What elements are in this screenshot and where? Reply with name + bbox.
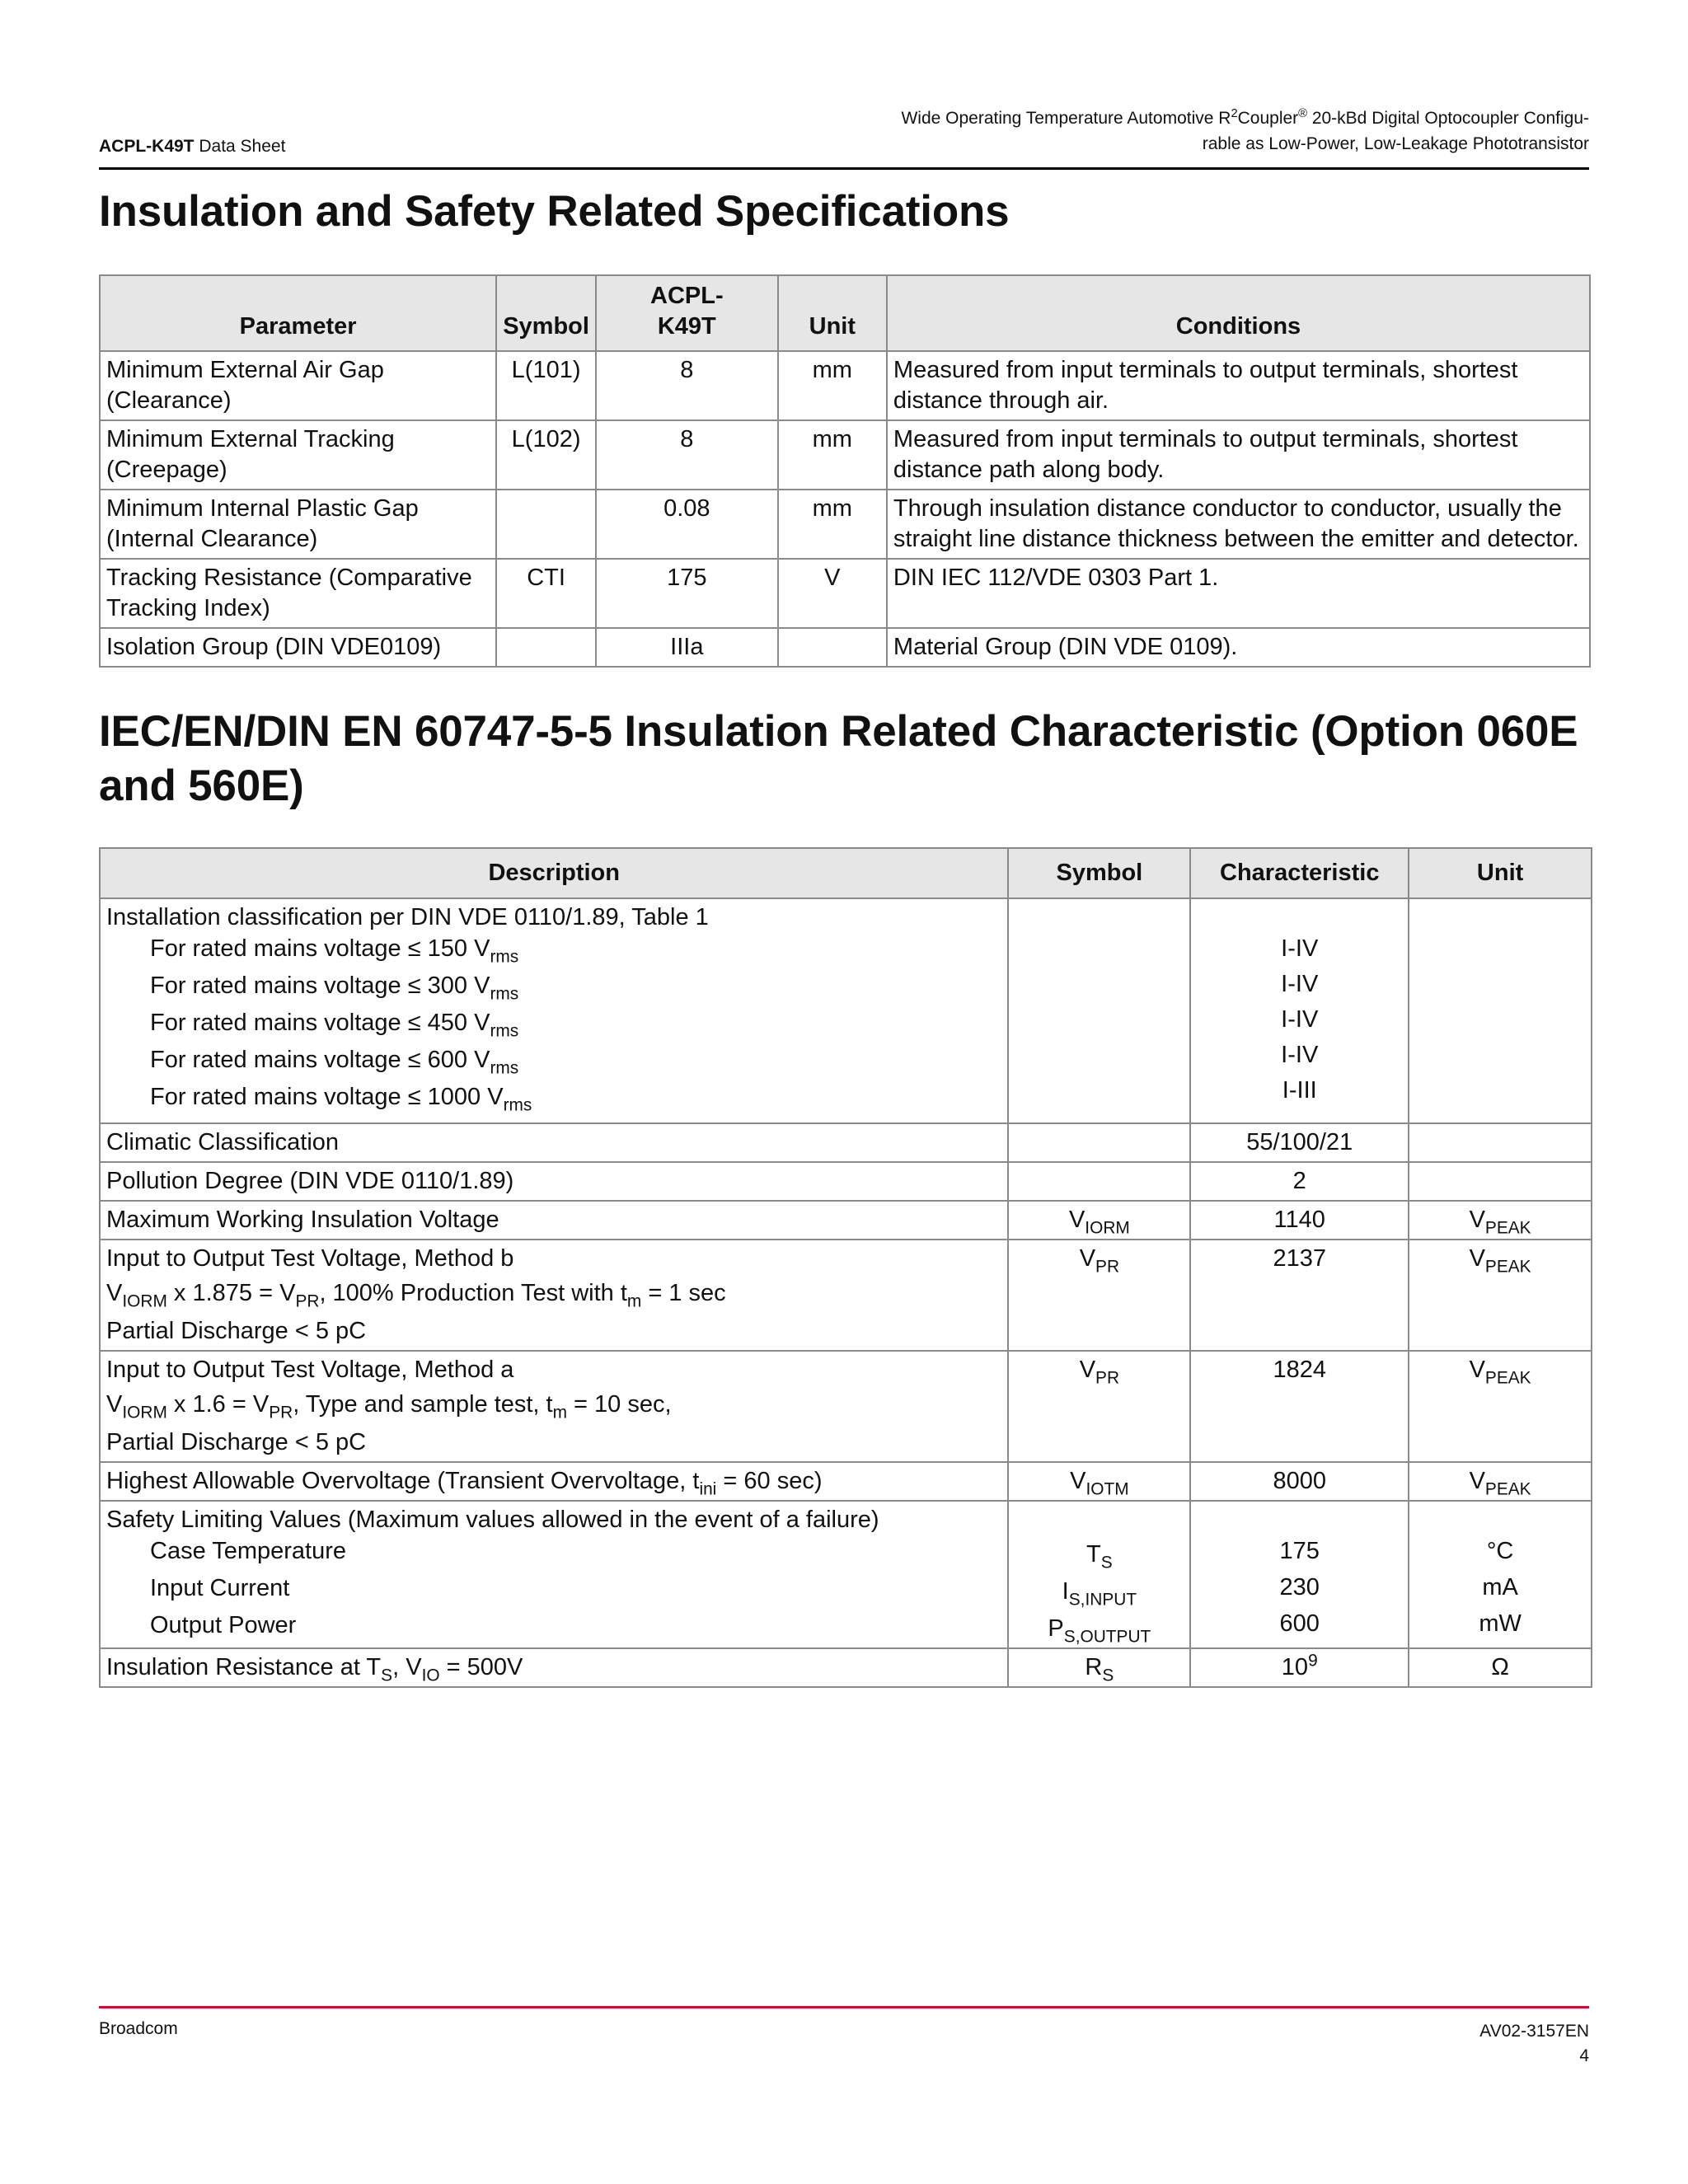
method-b-line2: $V_{IORM}$ x $1.875 = V_{PR}$, 100% Production Test with $t_m = 1$ sec (106, 1280, 726, 1311)
cell-parameter: Isolation Group (DIN VDE0109) (100, 628, 496, 667)
col-header-characteristic: Characteristic (1190, 848, 1409, 898)
installation-row: For rated mains voltage ≤ 600 $V_{rms}$ (150, 1047, 519, 1078)
iec-insulation-table (99, 847, 1592, 1688)
col-header-unit: Unit (1409, 848, 1592, 898)
cell-conditions: Measured from input terminals to output terminals, shortest distance through air. (887, 351, 1590, 420)
cell-value: 175 (596, 559, 778, 628)
table-header-row (100, 848, 1592, 898)
page-header (99, 105, 1589, 168)
cell-characteristic (1190, 898, 1409, 1123)
section1-title: Insulation and Safety Related Specifications (99, 187, 1010, 236)
cell-unit: mm (778, 351, 887, 420)
cell-parameter: Minimum External Air Gap (Clearance) (100, 351, 496, 420)
installation-row: For rated mains voltage ≤ 300 $V_{rms}$ (150, 972, 519, 1004)
cell-unit (1409, 1162, 1592, 1201)
method-a-line3: Partial Discharge < 5 pC (106, 1429, 367, 1455)
installation-row: For rated mains voltage ≤ 1000 $V_{rms}$ (150, 1084, 532, 1115)
cell-symbol (1008, 1123, 1190, 1162)
table-row-resistance (100, 1648, 1592, 1687)
table-row-viorm (100, 1201, 1592, 1240)
table-row-climatic (100, 1123, 1592, 1162)
cell-characteristic: $10^9$ (1190, 1648, 1409, 1687)
installation-value: I-IV (1281, 1006, 1319, 1033)
safety-value: 230 (1279, 1574, 1320, 1601)
installation-row: For rated mains voltage ≤ 150 $V_{rms}$ (150, 935, 519, 967)
footer-doc-number: AV02-3157EN (1479, 2022, 1589, 2041)
cell-unit: Ω (1409, 1648, 1592, 1687)
cell-symbol: CTI (496, 559, 596, 628)
cell-description (100, 1501, 1008, 1648)
header-title (901, 105, 1589, 157)
footer-divider (99, 2006, 1589, 2008)
insulation-safety-table (99, 274, 1591, 668)
cell-conditions: Through insulation distance conductor to conductor, usually the straight line distance thickness between the emitter and detector. (887, 490, 1590, 559)
cell-value: 8 (596, 351, 778, 420)
col-header-unit: Unit (778, 275, 887, 351)
table-row (100, 559, 1590, 628)
col-header-symbol: Symbol (496, 275, 596, 351)
safety-unit: mA (1482, 1574, 1518, 1601)
table-row (100, 628, 1590, 667)
footer-page-number: 4 (1579, 2046, 1589, 2065)
cell-unit: mm (778, 490, 887, 559)
cell-unit: mm (778, 420, 887, 490)
cell-unit (778, 628, 887, 667)
cell-unit: $V_{PEAK}$ (1409, 1240, 1592, 1351)
table-row-method-b (100, 1240, 1592, 1351)
cell-symbol (1008, 898, 1190, 1123)
safety-value: 175 (1279, 1538, 1320, 1564)
installation-value: I-IV (1281, 1042, 1319, 1068)
safety-unit: °C (1486, 1538, 1514, 1564)
col-header-conditions: Conditions (887, 275, 1590, 351)
col-header-description: Description (100, 848, 1008, 898)
header-title-line2: rable as Low-Power, Low-Leakage Phototransistor (1202, 134, 1589, 153)
header-title-line1: Wide Operating Temperature Automotive $R^2Coupler®$ 20-kBd Digital Optocoupler Configu- (901, 106, 1589, 128)
footer-docinfo (1479, 2019, 1589, 2069)
col-header-part: ACPL-K49T (596, 275, 778, 351)
cell-unit: V (778, 559, 887, 628)
cell-value: 0.08 (596, 490, 778, 559)
table-header-row (100, 275, 1590, 351)
cell-characteristic: 2137 (1190, 1240, 1409, 1351)
col-header-symbol: Symbol (1008, 848, 1190, 898)
table-row-safety (100, 1501, 1592, 1648)
installation-value: I-IV (1281, 971, 1319, 997)
cell-conditions: Measured from input terminals to output terminals, shortest distance path along body. (887, 420, 1590, 490)
safety-row-label: Case Temperature (150, 1538, 347, 1564)
safety-symbol: $P_{S,OUTPUT}$ (1048, 1615, 1151, 1647)
table-row (100, 351, 1590, 420)
cell-symbol (1008, 1501, 1190, 1648)
footer-company: Broadcom (99, 2019, 178, 2038)
table-row-method-a (100, 1351, 1592, 1462)
cell-symbol (1008, 1162, 1190, 1201)
cell-parameter: Minimum External Tracking (Creepage) (100, 420, 496, 490)
cell-unit: $V_{PEAK}$ (1409, 1201, 1592, 1240)
cell-characteristic: 8000 (1190, 1462, 1409, 1501)
cell-characteristic (1190, 1501, 1409, 1648)
safety-unit: mW (1479, 1610, 1522, 1637)
table-row (100, 420, 1590, 490)
method-a-line1: Input to Output Test Voltage, Method a (106, 1357, 514, 1383)
cell-symbol: $V_{IOTM}$ (1008, 1462, 1190, 1501)
cell-symbol: $V_{IORM}$ (1008, 1201, 1190, 1240)
safety-value: 600 (1279, 1610, 1320, 1637)
safety-row-label: Input Current (150, 1575, 290, 1601)
cell-description: Maximum Working Insulation Voltage (100, 1201, 1008, 1240)
cell-description: Climatic Classification (100, 1123, 1008, 1162)
cell-unit (1409, 898, 1592, 1123)
cell-conditions: Material Group (DIN VDE 0109). (887, 628, 1590, 667)
cell-description: Highest Allowable Overvoltage (Transient Overvoltage, $t_{ini} = 60$ sec) (100, 1462, 1008, 1501)
table-row (100, 490, 1590, 559)
cell-characteristic: 55/100/21 (1190, 1123, 1409, 1162)
cell-characteristic: 1824 (1190, 1351, 1409, 1462)
method-b-line1: Input to Output Test Voltage, Method b (106, 1245, 514, 1272)
cell-characteristic: 1140 (1190, 1201, 1409, 1240)
safety-symbol: $I_{S,INPUT}$ (1062, 1578, 1137, 1610)
cell-description (100, 1240, 1008, 1351)
installation-row: For rated mains voltage ≤ 450 $V_{rms}$ (150, 1010, 519, 1041)
doc-type: Data Sheet (199, 137, 286, 156)
header-product (99, 137, 285, 157)
product-name: ACPL-K49T (99, 137, 195, 156)
installation-title: Installation classification per DIN VDE 0110/1.89, Table 1 (106, 904, 709, 930)
cell-value: IIIa (596, 628, 778, 667)
cell-unit (1409, 1123, 1592, 1162)
method-a-line2: $V_{IORM}$ x $1.6 = V_{PR}$, Type and sample test, $t_m = 10$ sec, (106, 1391, 672, 1422)
cell-value: 8 (596, 420, 778, 490)
table-row-viotm (100, 1462, 1592, 1501)
cell-parameter: Minimum Internal Plastic Gap (Internal Clearance) (100, 490, 496, 559)
cell-symbol: L(102) (496, 420, 596, 490)
installation-value: I-III (1282, 1077, 1317, 1104)
cell-symbol: L(101) (496, 351, 596, 420)
safety-row-label: Output Power (150, 1612, 297, 1638)
cell-conditions: DIN IEC 112/VDE 0303 Part 1. (887, 559, 1590, 628)
table-row-installation (100, 898, 1592, 1123)
col-header-parameter: Parameter (100, 275, 496, 351)
method-b-line3: Partial Discharge < 5 pC (106, 1318, 367, 1344)
cell-characteristic: 2 (1190, 1162, 1409, 1201)
cell-symbol (496, 490, 596, 559)
cell-unit: $V_{PEAK}$ (1409, 1351, 1592, 1462)
safety-title: Safety Limiting Values (Maximum values allowed in the event of a failure) (106, 1507, 879, 1533)
header-divider (99, 167, 1589, 170)
cell-description (100, 898, 1008, 1123)
cell-description: Insulation Resistance at $T_S$, $V_{IO} = 500V$ (100, 1648, 1008, 1687)
installation-value: I-IV (1281, 935, 1319, 962)
safety-symbol: $T_S$ (1086, 1541, 1113, 1572)
cell-unit (1409, 1501, 1592, 1648)
cell-description (100, 1351, 1008, 1462)
cell-symbol: $V_{PR}$ (1008, 1240, 1190, 1351)
cell-symbol: $V_{PR}$ (1008, 1351, 1190, 1462)
section2-title: IEC/EN/DIN EN 60747-5-5 Insulation Related Characteristic (Option 060E and 560E) (99, 707, 1578, 810)
cell-symbol (496, 628, 596, 667)
cell-parameter: Tracking Resistance (Comparative Tracking Index) (100, 559, 496, 628)
cell-symbol: $R_S$ (1008, 1648, 1190, 1687)
cell-unit: $V_{PEAK}$ (1409, 1462, 1592, 1501)
table-row-pollution (100, 1162, 1592, 1201)
cell-description: Pollution Degree (DIN VDE 0110/1.89) (100, 1162, 1008, 1201)
